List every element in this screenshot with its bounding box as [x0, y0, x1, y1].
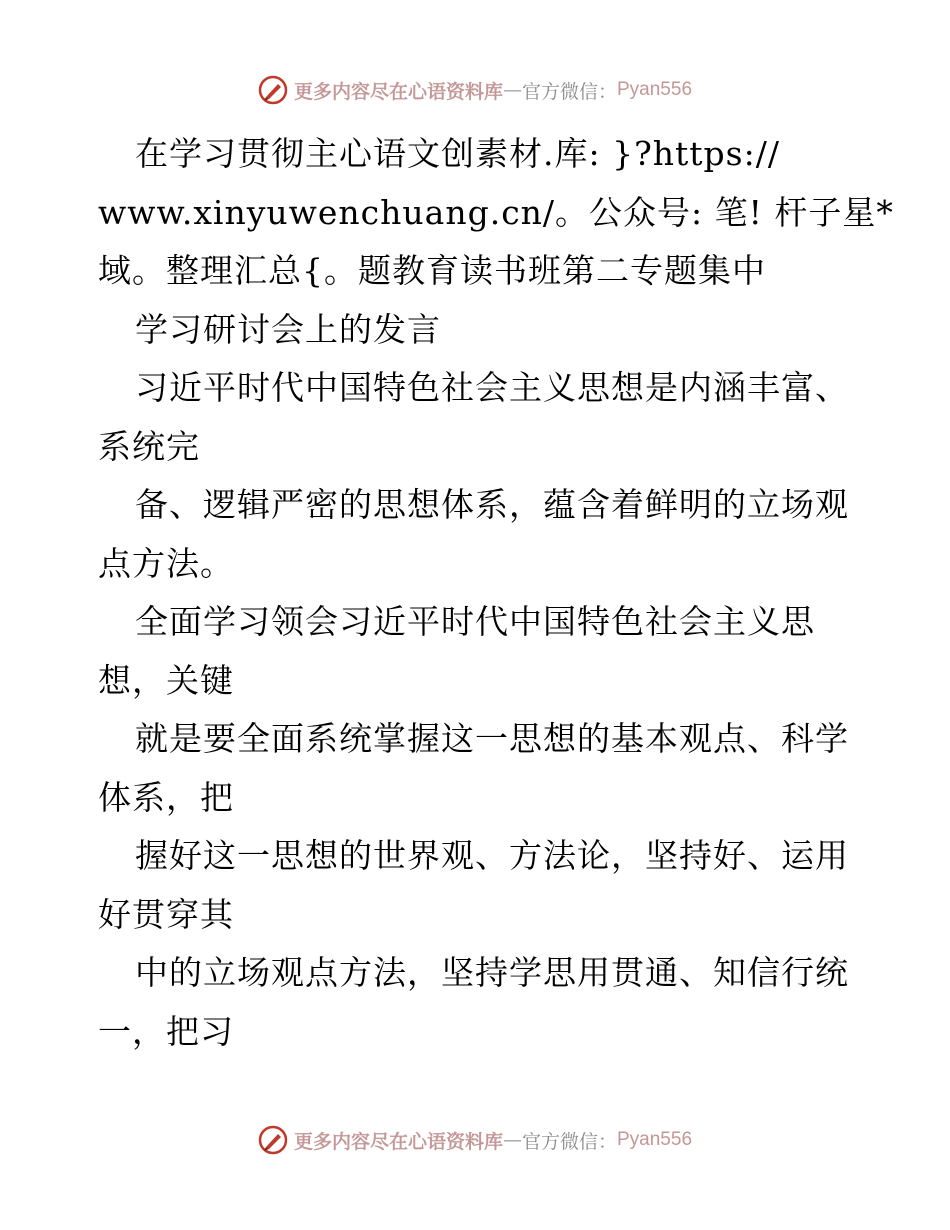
text-line: 体系，把 [98, 777, 234, 817]
text-line: 在学习贯彻主心语文创素材.库: }?https:// [135, 134, 780, 173]
footer-separator: — [502, 1129, 522, 1151]
text-line: 学习研讨会上的发言 [135, 309, 441, 349]
header-label: 官方微信： [521, 80, 617, 103]
header-separator: — [502, 79, 522, 101]
footer-main-text: 更多内容尽在心语资料库 [293, 1130, 503, 1153]
text-line: 中的立场观点方法，坚持学思用贯通、知信行统 [135, 953, 849, 992]
text-line: 握好这一思想的世界观、方法论，坚持好、运用 [135, 836, 849, 875]
text-line: 习近平时代中国特色社会主义思想是内涵丰富、 [135, 368, 849, 407]
text-line: 备、逻辑严密的思想体系，蕴含着鲜明的立场观 [135, 485, 849, 524]
text-line: 全面学习领会习近平时代中国特色社会主义思 [135, 602, 815, 641]
footer-banner [0, 1120, 950, 1160]
document-body [98, 125, 894, 1061]
text-line: 一，把习 [98, 1011, 234, 1051]
footer-wechat-id: Pyan556 [617, 1129, 693, 1150]
text-line: 就是要全面系统掌握这一思想的基本观点、科学 [135, 719, 849, 758]
text-line: www.xinyuwenchuang.cn/。公众号: 笔! 杆子星* [98, 192, 894, 232]
header-main-text: 更多内容尽在心语资料库 [293, 80, 503, 103]
header-banner [0, 70, 950, 110]
text-line: 好贯穿其 [98, 894, 234, 934]
pen-logo-icon [258, 75, 288, 105]
pen-logo-icon [258, 1125, 288, 1155]
text-line: 系统完 [98, 426, 200, 466]
text-line: 域。整理汇总{。题教育读书班第二专题集中 [98, 251, 766, 290]
footer-label: 官方微信： [521, 1130, 617, 1153]
text-line: 想，关键 [98, 660, 234, 700]
header-wechat-id: Pyan556 [617, 79, 693, 100]
text-line: 点方法。 [98, 543, 234, 583]
